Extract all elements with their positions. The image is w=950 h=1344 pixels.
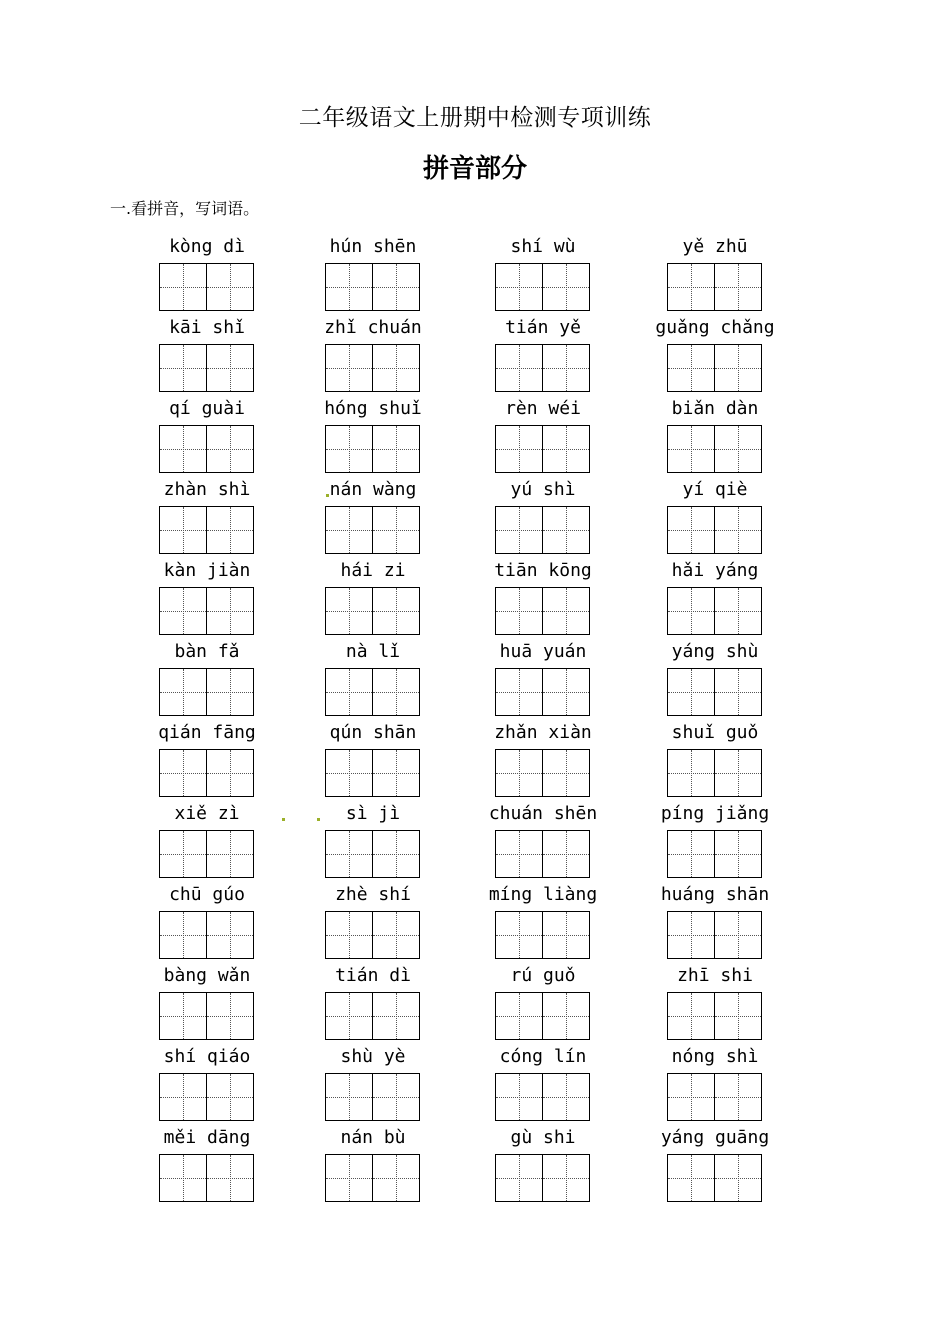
- writing-boxes: [667, 425, 762, 473]
- tianzige-box[interactable]: [495, 587, 543, 635]
- pinyin-item: [137, 884, 287, 965]
- tianzige-box[interactable]: [542, 992, 590, 1040]
- tianzige-box[interactable]: [495, 668, 543, 716]
- tianzige-box[interactable]: [372, 587, 420, 635]
- writing-boxes: [495, 506, 590, 554]
- writing-boxes: [495, 749, 590, 797]
- tianzige-box[interactable]: [325, 263, 373, 311]
- pinyin-text: tián dì: [335, 965, 411, 986]
- writing-boxes: [159, 1073, 254, 1121]
- tianzige-box[interactable]: [206, 587, 254, 635]
- tianzige-box[interactable]: [667, 506, 715, 554]
- pinyin-text: kāi shǐ: [169, 317, 245, 338]
- section-title: 拼音部分: [422, 154, 527, 184]
- pinyin-item: [303, 803, 453, 884]
- tianzige-box[interactable]: [206, 668, 254, 716]
- writing-boxes: [325, 830, 420, 878]
- tianzige-box[interactable]: [542, 1154, 590, 1202]
- tianzige-box[interactable]: [206, 506, 254, 554]
- tianzige-box[interactable]: [325, 911, 373, 959]
- writing-boxes: [159, 992, 254, 1040]
- tianzige-box[interactable]: [542, 668, 590, 716]
- writing-boxes: [667, 263, 762, 311]
- writing-boxes: [159, 1154, 254, 1202]
- tianzige-box[interactable]: [714, 1154, 762, 1202]
- tianzige-box[interactable]: [325, 992, 373, 1040]
- pinyin-item: [473, 884, 623, 965]
- pinyin-text: zhè shí: [335, 884, 411, 905]
- tianzige-box[interactable]: [159, 587, 207, 635]
- pinyin-text: chū gúo: [169, 884, 245, 905]
- tianzige-box[interactable]: [542, 830, 590, 878]
- pinyin-text: yě zhū: [682, 236, 748, 257]
- tianzige-box[interactable]: [159, 830, 207, 878]
- pinyin-item: [645, 560, 795, 641]
- pinyin-item: [645, 398, 795, 479]
- pinyin-item: [303, 884, 453, 965]
- pinyin-item: [473, 722, 623, 803]
- writing-boxes: [667, 749, 762, 797]
- tianzige-box[interactable]: [325, 830, 373, 878]
- page-title: 二年级语文上册期中检测专项训练: [298, 105, 652, 131]
- stray-mark: [326, 494, 329, 497]
- pinyin-text: rèn wéi: [505, 398, 581, 419]
- tianzige-box[interactable]: [495, 263, 543, 311]
- pinyin-item: [473, 803, 623, 884]
- tianzige-box[interactable]: [667, 1154, 715, 1202]
- pinyin-text: bàng wǎn: [163, 965, 251, 986]
- pinyin-text: zhǎn xiàn: [494, 722, 592, 743]
- tianzige-box[interactable]: [542, 506, 590, 554]
- tianzige-box[interactable]: [325, 344, 373, 392]
- pinyin-item: [645, 965, 795, 1046]
- tianzige-box[interactable]: [159, 425, 207, 473]
- pinyin-text: yú shì: [510, 479, 576, 500]
- writing-boxes: [325, 263, 420, 311]
- tianzige-box[interactable]: [372, 344, 420, 392]
- pinyin-text: hǎi yáng: [671, 560, 759, 581]
- tianzige-box[interactable]: [714, 749, 762, 797]
- pinyin-item: [645, 884, 795, 965]
- tianzige-box[interactable]: [714, 1073, 762, 1121]
- writing-boxes: [325, 749, 420, 797]
- writing-boxes: [159, 749, 254, 797]
- tianzige-box[interactable]: [542, 1073, 590, 1121]
- pinyin-item: [645, 479, 795, 560]
- tianzige-box[interactable]: [372, 263, 420, 311]
- tianzige-box[interactable]: [714, 263, 762, 311]
- writing-boxes: [495, 587, 590, 635]
- pinyin-item: [303, 236, 453, 317]
- tianzige-box[interactable]: [159, 992, 207, 1040]
- writing-boxes: [667, 344, 762, 392]
- pinyin-text: xiě zì: [174, 803, 240, 824]
- tianzige-box[interactable]: [667, 830, 715, 878]
- writing-boxes: [159, 911, 254, 959]
- tianzige-box[interactable]: [495, 1073, 543, 1121]
- writing-boxes: [159, 668, 254, 716]
- pinyin-text: tián yě: [505, 317, 581, 338]
- pinyin-text: yáng shù: [671, 641, 759, 662]
- tianzige-box[interactable]: [667, 749, 715, 797]
- pinyin-text: shí qiáo: [163, 1046, 251, 1067]
- tianzige-box[interactable]: [372, 830, 420, 878]
- pinyin-text: měi dāng: [163, 1127, 251, 1148]
- tianzige-box[interactable]: [542, 749, 590, 797]
- pinyin-text: yáng guāng: [660, 1127, 770, 1148]
- tianzige-box[interactable]: [325, 668, 373, 716]
- pinyin-text: zhī shi: [677, 965, 753, 986]
- tianzige-box[interactable]: [714, 911, 762, 959]
- tianzige-box[interactable]: [714, 830, 762, 878]
- tianzige-box[interactable]: [542, 344, 590, 392]
- pinyin-item: [473, 560, 623, 641]
- pinyin-text: biǎn dàn: [671, 398, 759, 419]
- question-prompt: 一.看拼音，写词语。: [110, 199, 260, 218]
- stray-mark: [282, 818, 285, 821]
- pinyin-text: cóng lín: [499, 1046, 587, 1067]
- tianzige-box[interactable]: [667, 668, 715, 716]
- writing-boxes: [159, 506, 254, 554]
- writing-boxes: [159, 344, 254, 392]
- tianzige-box[interactable]: [372, 1073, 420, 1121]
- pinyin-item: [303, 1127, 453, 1208]
- tianzige-box[interactable]: [495, 344, 543, 392]
- pinyin-text: rú guǒ: [510, 965, 576, 986]
- tianzige-box[interactable]: [206, 992, 254, 1040]
- pinyin-item: [645, 803, 795, 884]
- tianzige-box[interactable]: [206, 749, 254, 797]
- pinyin-item: [303, 722, 453, 803]
- writing-boxes: [325, 587, 420, 635]
- pinyin-item: [137, 560, 287, 641]
- tianzige-box[interactable]: [372, 749, 420, 797]
- stray-mark: [317, 818, 320, 821]
- tianzige-box[interactable]: [372, 506, 420, 554]
- tianzige-box[interactable]: [159, 1154, 207, 1202]
- pinyin-text: gù shi: [510, 1127, 576, 1148]
- pinyin-item: [137, 803, 287, 884]
- writing-boxes: [667, 1073, 762, 1121]
- tianzige-box[interactable]: [325, 425, 373, 473]
- tianzige-box[interactable]: [714, 506, 762, 554]
- writing-boxes: [325, 1154, 420, 1202]
- tianzige-box[interactable]: [495, 992, 543, 1040]
- tianzige-box[interactable]: [372, 668, 420, 716]
- writing-boxes: [325, 911, 420, 959]
- writing-boxes: [495, 1073, 590, 1121]
- writing-boxes: [667, 1154, 762, 1202]
- tianzige-box[interactable]: [542, 425, 590, 473]
- writing-boxes: [325, 992, 420, 1040]
- tianzige-box[interactable]: [206, 263, 254, 311]
- tianzige-box[interactable]: [159, 1073, 207, 1121]
- tianzige-box[interactable]: [495, 425, 543, 473]
- pinyin-item: [473, 641, 623, 722]
- pinyin-item: [645, 641, 795, 722]
- writing-boxes: [667, 587, 762, 635]
- tianzige-box[interactable]: [714, 344, 762, 392]
- tianzige-box[interactable]: [372, 425, 420, 473]
- pinyin-item: [303, 1046, 453, 1127]
- pinyin-text: sì jì: [345, 803, 401, 824]
- writing-boxes: [495, 830, 590, 878]
- tianzige-box[interactable]: [325, 587, 373, 635]
- tianzige-box[interactable]: [159, 911, 207, 959]
- pinyin-text: nán wàng: [329, 479, 417, 500]
- tianzige-box[interactable]: [714, 425, 762, 473]
- pinyin-item: [473, 236, 623, 317]
- tianzige-box[interactable]: [206, 1154, 254, 1202]
- pinyin-item: [137, 722, 287, 803]
- tianzige-box[interactable]: [159, 668, 207, 716]
- writing-boxes: [495, 425, 590, 473]
- writing-boxes: [159, 587, 254, 635]
- tianzige-box[interactable]: [206, 425, 254, 473]
- pinyin-text: qián fāng: [158, 722, 256, 743]
- writing-boxes: [667, 830, 762, 878]
- tianzige-box[interactable]: [714, 992, 762, 1040]
- writing-boxes: [325, 425, 420, 473]
- pinyin-item: [645, 722, 795, 803]
- tianzige-box[interactable]: [159, 749, 207, 797]
- pinyin-text: kòng dì: [169, 236, 245, 257]
- tianzige-box[interactable]: [206, 1073, 254, 1121]
- tianzige-box[interactable]: [542, 587, 590, 635]
- writing-boxes: [495, 1154, 590, 1202]
- pinyin-text: hún shēn: [329, 236, 417, 257]
- writing-boxes: [159, 425, 254, 473]
- pinyin-item: [303, 965, 453, 1046]
- pinyin-item: [645, 1046, 795, 1127]
- tianzige-box[interactable]: [159, 506, 207, 554]
- writing-boxes: [667, 668, 762, 716]
- tianzige-box[interactable]: [667, 911, 715, 959]
- pinyin-text: tiān kōng: [494, 560, 592, 581]
- pinyin-item: [137, 398, 287, 479]
- pinyin-text: zhàn shì: [163, 479, 251, 500]
- writing-boxes: [495, 668, 590, 716]
- pinyin-text: guǎng chǎng: [655, 317, 775, 338]
- pinyin-text: shí wù: [510, 236, 576, 257]
- tianzige-box[interactable]: [206, 911, 254, 959]
- tianzige-box[interactable]: [495, 911, 543, 959]
- tianzige-box[interactable]: [325, 506, 373, 554]
- pinyin-item: [473, 965, 623, 1046]
- pinyin-item: [137, 317, 287, 398]
- writing-boxes: [495, 911, 590, 959]
- tianzige-box[interactable]: [495, 749, 543, 797]
- pinyin-item: [137, 965, 287, 1046]
- pinyin-text: kàn jiàn: [163, 560, 251, 581]
- writing-boxes: [495, 344, 590, 392]
- pinyin-text: chuán shēn: [488, 803, 598, 824]
- tianzige-box[interactable]: [495, 1154, 543, 1202]
- pinyin-item: [137, 479, 287, 560]
- pinyin-text: píng jiǎng: [660, 803, 770, 824]
- writing-boxes: [159, 830, 254, 878]
- pinyin-text: nà lǐ: [345, 641, 401, 662]
- tianzige-box[interactable]: [159, 344, 207, 392]
- writing-boxes: [159, 263, 254, 311]
- pinyin-text: hái zi: [340, 560, 406, 581]
- pinyin-text: huā yuán: [499, 641, 587, 662]
- writing-boxes: [325, 668, 420, 716]
- tianzige-box[interactable]: [372, 992, 420, 1040]
- writing-boxes: [667, 911, 762, 959]
- pinyin-text: huáng shān: [660, 884, 770, 905]
- tianzige-box[interactable]: [714, 668, 762, 716]
- tianzige-box[interactable]: [206, 830, 254, 878]
- pinyin-text: qí guài: [169, 398, 245, 419]
- tianzige-box[interactable]: [325, 749, 373, 797]
- tianzige-box[interactable]: [667, 425, 715, 473]
- tianzige-box[interactable]: [206, 344, 254, 392]
- pinyin-item: [303, 641, 453, 722]
- pinyin-item: [473, 479, 623, 560]
- pinyin-text: nóng shì: [671, 1046, 759, 1067]
- tianzige-box[interactable]: [495, 506, 543, 554]
- pinyin-item: [303, 317, 453, 398]
- writing-boxes: [325, 1073, 420, 1121]
- tianzige-box[interactable]: [372, 911, 420, 959]
- tianzige-box[interactable]: [325, 1154, 373, 1202]
- pinyin-item: [473, 1127, 623, 1208]
- tianzige-box[interactable]: [714, 587, 762, 635]
- tianzige-box[interactable]: [667, 587, 715, 635]
- tianzige-box[interactable]: [542, 911, 590, 959]
- tianzige-box[interactable]: [667, 263, 715, 311]
- tianzige-box[interactable]: [542, 263, 590, 311]
- pinyin-item: [645, 1127, 795, 1208]
- writing-boxes: [325, 506, 420, 554]
- pinyin-item: [137, 1046, 287, 1127]
- pinyin-item: [137, 1127, 287, 1208]
- pinyin-text: míng liàng: [488, 884, 598, 905]
- pinyin-text: bàn fǎ: [174, 641, 240, 662]
- pinyin-text: yí qiè: [682, 479, 748, 500]
- writing-boxes: [667, 506, 762, 554]
- writing-boxes: [667, 992, 762, 1040]
- pinyin-item: [473, 398, 623, 479]
- pinyin-item: [137, 641, 287, 722]
- pinyin-text: hóng shuǐ: [324, 398, 422, 419]
- tianzige-box[interactable]: [325, 1073, 373, 1121]
- pinyin-item: [303, 560, 453, 641]
- pinyin-item: [303, 398, 453, 479]
- pinyin-text: qún shān: [329, 722, 417, 743]
- writing-boxes: [495, 263, 590, 311]
- pinyin-item: [137, 236, 287, 317]
- writing-boxes: [495, 992, 590, 1040]
- pinyin-text: nán bù: [340, 1127, 406, 1148]
- tianzige-box[interactable]: [159, 263, 207, 311]
- tianzige-box[interactable]: [667, 1073, 715, 1121]
- writing-boxes: [325, 344, 420, 392]
- pinyin-item: [473, 1046, 623, 1127]
- tianzige-box[interactable]: [667, 344, 715, 392]
- pinyin-item: [645, 236, 795, 317]
- tianzige-box[interactable]: [372, 1154, 420, 1202]
- pinyin-text: shuǐ guǒ: [671, 722, 759, 743]
- pinyin-item: [473, 317, 623, 398]
- pinyin-text: shù yè: [340, 1046, 406, 1067]
- tianzige-box[interactable]: [667, 992, 715, 1040]
- tianzige-box[interactable]: [495, 830, 543, 878]
- pinyin-text: zhǐ chuán: [324, 317, 422, 338]
- pinyin-item: [645, 317, 795, 398]
- pinyin-item: [303, 479, 453, 560]
